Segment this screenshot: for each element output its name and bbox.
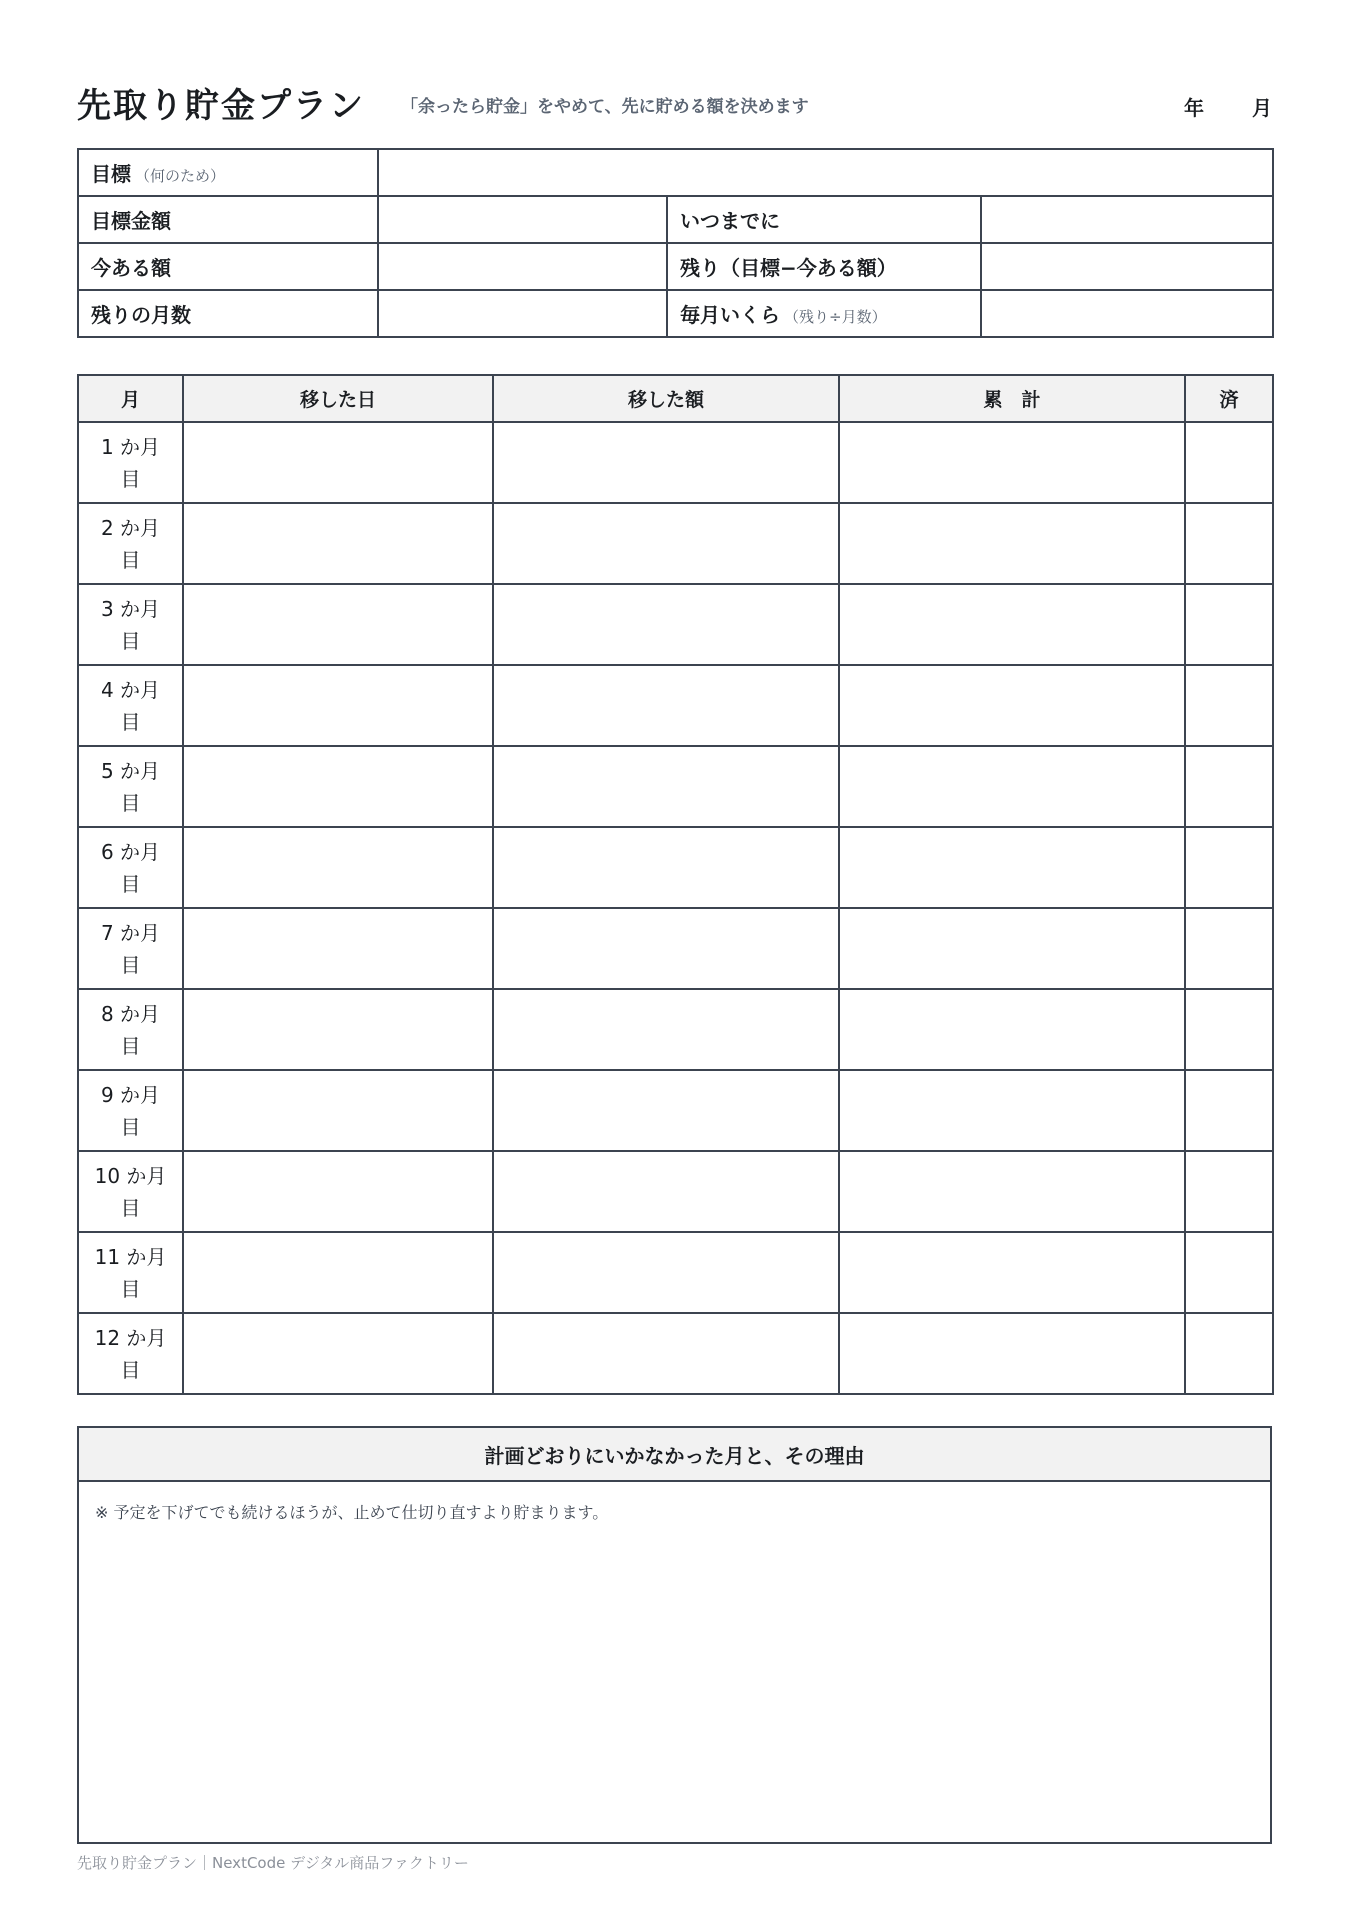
cumulative-cell[interactable]: [839, 746, 1185, 827]
transfer-date-cell[interactable]: [183, 584, 493, 665]
transfer-date-cell[interactable]: [183, 422, 493, 503]
cumulative-cell[interactable]: [839, 1151, 1185, 1232]
monthly-log-table: [77, 374, 1274, 1395]
header-done: 済: [1185, 375, 1273, 422]
month-label: 月: [1252, 96, 1272, 120]
page-subtitle: 「余ったら貯金」をやめて、先に貯める額を決めます: [401, 97, 809, 117]
transfer-amount-cell[interactable]: [493, 665, 839, 746]
cumulative-cell[interactable]: [839, 584, 1185, 665]
done-checkbox-cell[interactable]: [1185, 827, 1273, 908]
deadline-input-cell[interactable]: [981, 196, 1273, 243]
months-left-input-cell[interactable]: [378, 290, 667, 337]
table-row: [78, 665, 1273, 746]
goal-input-cell[interactable]: [378, 149, 1273, 196]
header-cumulative: 累 計: [839, 375, 1185, 422]
transfer-date-cell[interactable]: [183, 1232, 493, 1313]
done-checkbox-cell[interactable]: [1185, 422, 1273, 503]
cumulative-cell[interactable]: [839, 1070, 1185, 1151]
deadline-label: いつまでに: [667, 196, 981, 243]
table-row: [78, 584, 1273, 665]
transfer-date-cell[interactable]: [183, 665, 493, 746]
transfer-amount-cell[interactable]: [493, 1070, 839, 1151]
header-transfer-date: 移した日: [183, 375, 493, 422]
done-checkbox-cell[interactable]: [1185, 1070, 1273, 1151]
done-checkbox-cell[interactable]: [1185, 665, 1273, 746]
table-row: [78, 422, 1273, 503]
month-label-cell: 1 か月目: [78, 422, 183, 503]
goal-sub-label: （何のため）: [135, 167, 226, 185]
month-label-cell: 9 か月目: [78, 1070, 183, 1151]
month-label-cell: 8 か月目: [78, 989, 183, 1070]
goal-label: 目標: [91, 162, 131, 186]
table-row: [78, 503, 1273, 584]
months-left-label: 残りの月数: [78, 290, 378, 337]
monthly-label: 毎月いくら: [680, 303, 780, 327]
table-row: [78, 746, 1273, 827]
page-header: [77, 78, 1272, 128]
transfer-amount-cell[interactable]: [493, 1232, 839, 1313]
month-label-cell: 7 か月目: [78, 908, 183, 989]
cumulative-cell[interactable]: [839, 989, 1185, 1070]
header-transfer-amount: 移した額: [493, 375, 839, 422]
transfer-amount-cell[interactable]: [493, 989, 839, 1070]
cumulative-cell[interactable]: [839, 908, 1185, 989]
done-checkbox-cell[interactable]: [1185, 584, 1273, 665]
done-checkbox-cell[interactable]: [1185, 908, 1273, 989]
table-row: [78, 1070, 1273, 1151]
current-amount-label: 今ある額: [78, 243, 378, 290]
year-month-field[interactable]: [1184, 92, 1272, 121]
done-checkbox-cell[interactable]: [1185, 746, 1273, 827]
transfer-amount-cell[interactable]: [493, 503, 839, 584]
target-row: [78, 196, 1273, 243]
remaining-label: 残り（目標−今ある額）: [667, 243, 981, 290]
page-title: 先取り貯金プラン: [77, 86, 365, 126]
month-label-cell: 6 か月目: [78, 827, 183, 908]
transfer-amount-cell[interactable]: [493, 908, 839, 989]
cumulative-cell[interactable]: [839, 665, 1185, 746]
goal-label-cell: [78, 149, 378, 196]
table-row: [78, 989, 1273, 1070]
transfer-date-cell[interactable]: [183, 1151, 493, 1232]
goal-row: [78, 149, 1273, 196]
monthly-label-cell: [667, 290, 981, 337]
cumulative-cell[interactable]: [839, 1313, 1185, 1394]
transfer-date-cell[interactable]: [183, 1313, 493, 1394]
table-row: [78, 908, 1273, 989]
done-checkbox-cell[interactable]: [1185, 989, 1273, 1070]
transfer-date-cell[interactable]: [183, 746, 493, 827]
monthly-sub-label: （残り÷月数）: [784, 308, 887, 326]
month-label-cell: 10 か月目: [78, 1151, 183, 1232]
table-row: [78, 1151, 1273, 1232]
transfer-amount-cell[interactable]: [493, 584, 839, 665]
monthly-input-cell[interactable]: [981, 290, 1273, 337]
cumulative-cell[interactable]: [839, 1232, 1185, 1313]
reason-table: [77, 1426, 1272, 1844]
table-row: [78, 1232, 1273, 1313]
done-checkbox-cell[interactable]: [1185, 503, 1273, 584]
transfer-date-cell[interactable]: [183, 1070, 493, 1151]
target-amount-input-cell[interactable]: [378, 196, 667, 243]
transfer-date-cell[interactable]: [183, 989, 493, 1070]
done-checkbox-cell[interactable]: [1185, 1151, 1273, 1232]
cumulative-cell[interactable]: [839, 827, 1185, 908]
remaining-input-cell[interactable]: [981, 243, 1273, 290]
transfer-amount-cell[interactable]: [493, 1313, 839, 1394]
transfer-date-cell[interactable]: [183, 827, 493, 908]
transfer-amount-cell[interactable]: [493, 422, 839, 503]
month-label-cell: 3 か月目: [78, 584, 183, 665]
done-checkbox-cell[interactable]: [1185, 1313, 1273, 1394]
month-label-cell: 5 か月目: [78, 746, 183, 827]
transfer-amount-cell[interactable]: [493, 1151, 839, 1232]
reason-input-cell[interactable]: [78, 1481, 1271, 1843]
page-footer: 先取り貯金プラン｜NextCode デジタル商品ファクトリー: [77, 1854, 469, 1872]
month-label-cell: 4 か月目: [78, 665, 183, 746]
months-row: [78, 290, 1273, 337]
target-amount-label: 目標金額: [78, 196, 378, 243]
year-label: 年: [1184, 96, 1204, 120]
done-checkbox-cell[interactable]: [1185, 1232, 1273, 1313]
table-row: [78, 827, 1273, 908]
current-row: [78, 243, 1273, 290]
transfer-date-cell[interactable]: [183, 503, 493, 584]
log-header-row: [78, 375, 1273, 422]
cumulative-cell[interactable]: [839, 422, 1185, 503]
table-row: [78, 1313, 1273, 1394]
reason-heading: 計画どおりにいかなかった月と、その理由: [78, 1427, 1271, 1481]
goal-info-table: [77, 148, 1274, 338]
current-amount-input-cell[interactable]: [378, 243, 667, 290]
month-label-cell: 11 か月目: [78, 1232, 183, 1313]
month-label-cell: 12 か月目: [78, 1313, 183, 1394]
cumulative-cell[interactable]: [839, 503, 1185, 584]
month-label-cell: 2 か月目: [78, 503, 183, 584]
header-month: 月: [78, 375, 183, 422]
reason-note: ※ 予定を下げてでも続けるほうが、止めて仕切り直すより貯まります。: [95, 1503, 609, 1522]
transfer-amount-cell[interactable]: [493, 746, 839, 827]
transfer-date-cell[interactable]: [183, 908, 493, 989]
transfer-amount-cell[interactable]: [493, 827, 839, 908]
